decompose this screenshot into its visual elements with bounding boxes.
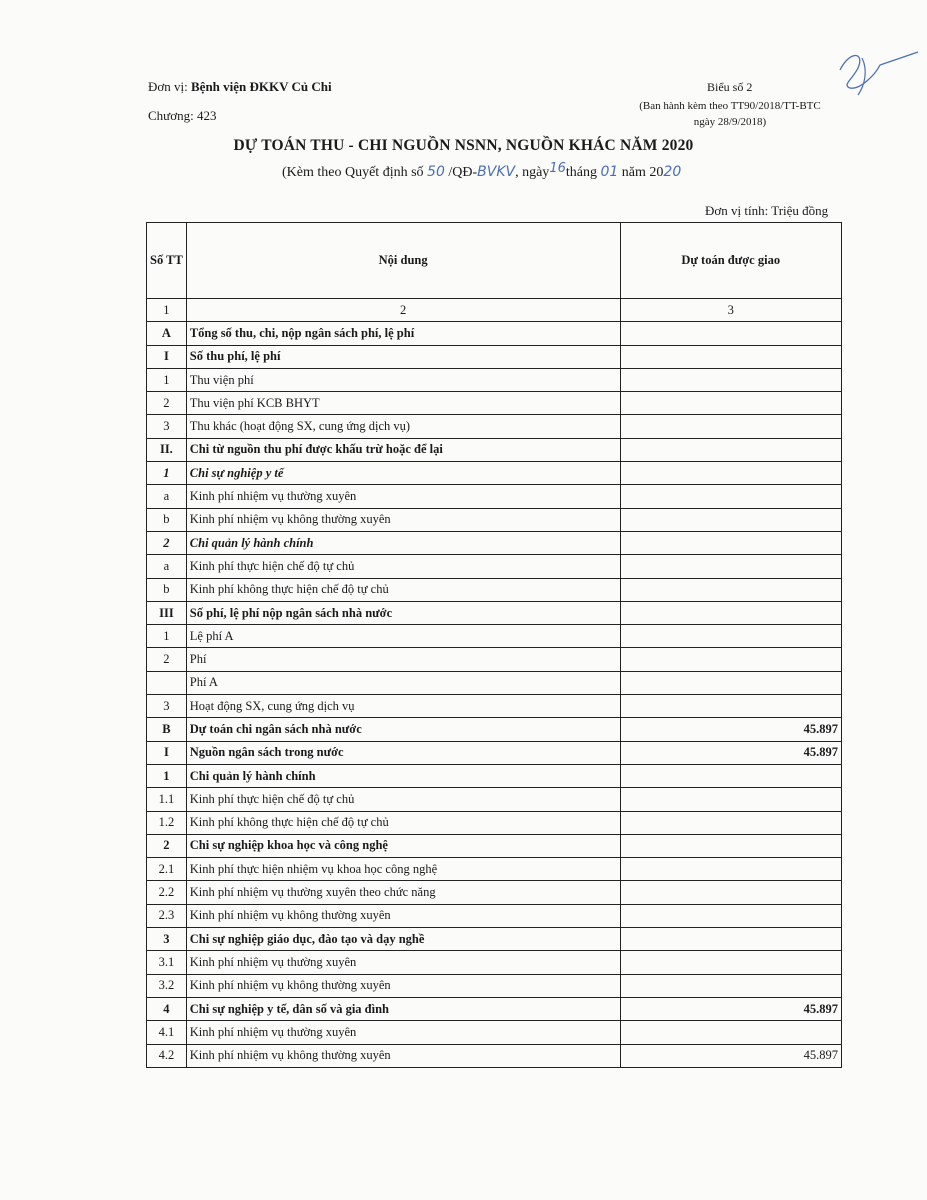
table-row xyxy=(147,508,842,531)
decision-code: BVKV xyxy=(477,164,516,180)
decision-year-label: năm 20 xyxy=(621,165,664,180)
row-value xyxy=(620,858,842,881)
row-value xyxy=(620,648,842,671)
row-content: Chi sự nghiệp y tế xyxy=(186,462,620,485)
table-row xyxy=(147,974,842,997)
row-content: Số thu phí, lệ phí xyxy=(186,345,620,368)
row-number: 2 xyxy=(147,648,187,671)
row-value xyxy=(620,345,842,368)
row-number: 4.2 xyxy=(147,1044,187,1067)
table-row xyxy=(147,462,842,485)
row-number: 1.1 xyxy=(147,788,187,811)
row-value xyxy=(620,1021,842,1044)
row-value xyxy=(620,392,842,415)
table-row xyxy=(147,415,842,438)
table-row xyxy=(147,718,842,741)
table-row xyxy=(147,858,842,881)
row-number: 1 xyxy=(147,462,187,485)
row-number: I xyxy=(147,741,187,764)
table-row xyxy=(147,997,842,1020)
row-number xyxy=(147,671,187,694)
table-row xyxy=(147,531,842,554)
row-number: 1 xyxy=(147,368,187,391)
row-number: 4 xyxy=(147,997,187,1020)
row-content: Hoạt động SX, cung ứng dịch vụ xyxy=(186,695,620,718)
header-no: Số TT xyxy=(147,223,187,299)
decision-line xyxy=(282,161,681,181)
row-content: Kinh phí thực hiện chế độ tự chủ xyxy=(186,555,620,578)
table-row xyxy=(147,322,842,345)
table-row xyxy=(147,625,842,648)
row-content: Kinh phí nhiệm vụ không thường xuyên xyxy=(186,1044,620,1067)
row-content: Kinh phí không thực hiện chế độ tự chủ xyxy=(186,811,620,834)
row-content: Dự toán chi ngân sách nhà nước xyxy=(186,718,620,741)
row-number: b xyxy=(147,578,187,601)
row-value xyxy=(620,508,842,531)
unit-label: Đơn vị: xyxy=(148,79,188,94)
row-content: Nguồn ngân sách trong nước xyxy=(186,741,620,764)
row-value xyxy=(620,671,842,694)
unit-line xyxy=(148,79,332,95)
table-row xyxy=(147,601,842,624)
table-row xyxy=(147,1021,842,1044)
table-row xyxy=(147,881,842,904)
row-number: A xyxy=(147,322,187,345)
row-content: Kinh phí nhiệm vụ thường xuyên xyxy=(186,1021,620,1044)
table-row xyxy=(147,368,842,391)
row-value xyxy=(620,555,842,578)
row-value: 45.897 xyxy=(620,997,842,1020)
table-row xyxy=(147,764,842,787)
row-value: 45.897 xyxy=(620,741,842,764)
row-number: 3.1 xyxy=(147,951,187,974)
header-value: Dự toán được giao xyxy=(620,223,842,299)
table-row xyxy=(147,695,842,718)
row-number: 2.1 xyxy=(147,858,187,881)
decision-prefix: (Kèm theo Quyết định số xyxy=(282,165,424,180)
row-content: Lệ phí A xyxy=(186,625,620,648)
row-value xyxy=(620,928,842,951)
row-number: 1 xyxy=(147,764,187,787)
row-content: Thu viện phí KCB BHYT xyxy=(186,392,620,415)
issued-note xyxy=(620,98,840,130)
row-content: Số phí, lệ phí nộp ngân sách nhà nước xyxy=(186,601,620,624)
row-number: 3 xyxy=(147,928,187,951)
row-value xyxy=(620,811,842,834)
row-number: 3 xyxy=(147,415,187,438)
unit-name: Bệnh viện ĐKKV Củ Chi xyxy=(191,79,332,94)
table-row xyxy=(147,951,842,974)
row-value xyxy=(620,322,842,345)
issued-line-2: ngày 28/9/2018) xyxy=(693,116,767,128)
decision-day-label: , ngày xyxy=(515,165,550,180)
table-row xyxy=(147,904,842,927)
row-value xyxy=(620,951,842,974)
row-content: Kinh phí không thực hiện chế độ tự chủ xyxy=(186,578,620,601)
row-value xyxy=(620,788,842,811)
header-content: Nội dung xyxy=(186,223,620,299)
row-value: 45.897 xyxy=(620,718,842,741)
row-content: Kinh phí nhiệm vụ thường xuyên xyxy=(186,951,620,974)
row-number: 2 xyxy=(147,531,187,554)
table-row xyxy=(147,811,842,834)
index-col-1: 1 xyxy=(147,299,187,322)
signature-mark xyxy=(820,40,920,110)
row-content: Kinh phí nhiệm vụ thường xuyên xyxy=(186,485,620,508)
row-content: Chi từ nguồn thu phí được khấu trừ hoặc để lại xyxy=(186,438,620,461)
decision-number: 50 xyxy=(427,164,445,180)
row-value xyxy=(620,438,842,461)
currency-unit: Đơn vị tính: Triệu đồng xyxy=(705,203,829,218)
row-value xyxy=(620,834,842,857)
row-number: 2.2 xyxy=(147,881,187,904)
table-row xyxy=(147,648,842,671)
row-number: I xyxy=(147,345,187,368)
form-number: Biểu số 2 xyxy=(707,80,753,94)
row-content: Thu viện phí xyxy=(186,368,620,391)
table-row xyxy=(147,928,842,951)
row-content: Kinh phí nhiệm vụ không thường xuyên xyxy=(186,974,620,997)
row-content: Kinh phí nhiệm vụ không thường xuyên xyxy=(186,508,620,531)
row-value xyxy=(620,625,842,648)
row-content: Kinh phí nhiệm vụ thường xuyên theo chức năng xyxy=(186,881,620,904)
row-content: Kinh phí thực hiện chế độ tự chủ xyxy=(186,788,620,811)
row-number: 2 xyxy=(147,392,187,415)
row-number: 4.1 xyxy=(147,1021,187,1044)
row-value xyxy=(620,485,842,508)
page-title: DỰ TOÁN THU - CHI NGUỒN NSNN, NGUỒN KHÁC NĂM 2020 xyxy=(233,137,694,154)
row-number: 3.2 xyxy=(147,974,187,997)
row-value xyxy=(620,695,842,718)
decision-day: 16 xyxy=(549,161,566,176)
issued-line-1: (Ban hành kèm theo TT90/2018/TT-BTC xyxy=(639,100,821,112)
row-number: 2.3 xyxy=(147,904,187,927)
row-number: 1.2 xyxy=(147,811,187,834)
row-content: Kinh phí thực hiện nhiệm vụ khoa học công nghệ xyxy=(186,858,620,881)
row-content: Kinh phí nhiệm vụ không thường xuyên xyxy=(186,904,620,927)
row-value xyxy=(620,764,842,787)
row-number: b xyxy=(147,508,187,531)
row-content: Chi sự nghiệp y tế, dân số và gia đình xyxy=(186,997,620,1020)
table-row xyxy=(147,788,842,811)
budget-table xyxy=(146,222,842,1068)
index-col-3: 3 xyxy=(620,299,842,322)
row-value xyxy=(620,531,842,554)
row-number: 3 xyxy=(147,695,187,718)
row-content: Tổng số thu, chi, nộp ngân sách phí, lệ phí xyxy=(186,322,620,345)
row-value xyxy=(620,462,842,485)
row-content: Chi sự nghiệp giáo dục, đào tạo và dạy nghề xyxy=(186,928,620,951)
row-number: a xyxy=(147,555,187,578)
index-col-2: 2 xyxy=(186,299,620,322)
row-content: Chi quản lý hành chính xyxy=(186,531,620,554)
row-number: 2 xyxy=(147,834,187,857)
row-number: III xyxy=(147,601,187,624)
chapter: Chương: 423 xyxy=(148,108,217,123)
row-value xyxy=(620,881,842,904)
table-row xyxy=(147,392,842,415)
row-number: B xyxy=(147,718,187,741)
row-value xyxy=(620,578,842,601)
row-value: 45.897 xyxy=(620,1044,842,1067)
index-row xyxy=(147,299,842,322)
row-number: a xyxy=(147,485,187,508)
table-row xyxy=(147,438,842,461)
table-row xyxy=(147,555,842,578)
row-content: Chi quản lý hành chính xyxy=(186,764,620,787)
table-row xyxy=(147,671,842,694)
row-value xyxy=(620,904,842,927)
row-content: Chi sự nghiệp khoa học và công nghệ xyxy=(186,834,620,857)
row-content: Phí xyxy=(186,648,620,671)
row-value xyxy=(620,415,842,438)
table-row xyxy=(147,1044,842,1067)
row-value xyxy=(620,974,842,997)
decision-mid: /QĐ- xyxy=(448,165,478,180)
table-header xyxy=(147,223,842,299)
decision-year: 20 xyxy=(663,164,682,180)
row-number: 1 xyxy=(147,625,187,648)
table-row xyxy=(147,345,842,368)
decision-month: 01 xyxy=(600,164,619,180)
decision-month-label: tháng xyxy=(565,165,597,180)
table-row xyxy=(147,578,842,601)
row-value xyxy=(620,368,842,391)
row-value xyxy=(620,601,842,624)
row-number: II. xyxy=(147,438,187,461)
table-row xyxy=(147,741,842,764)
table-row xyxy=(147,834,842,857)
row-content: Thu khác (hoạt động SX, cung ứng dịch vụ) xyxy=(186,415,620,438)
row-content: Phí A xyxy=(186,671,620,694)
table-row xyxy=(147,485,842,508)
